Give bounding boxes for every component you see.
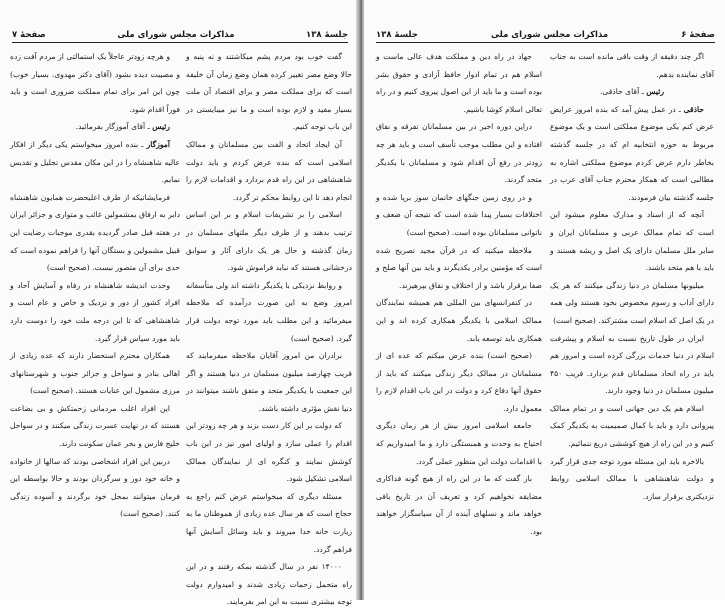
paragraph: برادران من امروز آقایان ملاحظه میفرمایند که قریب چهارصد میلیون مسلمان در دنیا هستند و اگر این جمعیت با یکدیگر متحد و متفق باشند میتوانند در دنیا نقش مؤثری داشته باشند.: [186, 351, 352, 413]
speaker-name: آموزگار: [146, 139, 170, 149]
paragraph: [10, 136, 180, 189]
paragraph: باز گفت که ما در این راه از هیچ گونه فداکاری مضایقه نخواهیم کرد و تعریف آن در تاریخ باقی خواهد ماند و نسلهای آینده از آن سپاسگزار خواهند بود.: [376, 474, 542, 537]
paragraph: [10, 118, 180, 136]
paragraph: و در روی زمین جنگهای خانمان سوز برپا شده و اختلافات بسیار پیدا شده است که نتیجه آن ضعف و ناتوانی مسلمانان بوده است. (صحیح است): [376, 192, 542, 237]
paragraph: اسلامی را بر تشریفات اسلام و بر این اساس ترتیب بدهند و از طرف دیگر ملتهای مسلمان در زمان گذشته و حال هر یک دارای آثار و سوابق درخشانی هستند که نباید فراموش شود.: [186, 210, 352, 273]
header-rule: [12, 42, 348, 43]
paragraph: آنچه که از اسناد و مدارک معلوم میشود این است که تمام ممالک عربی و مسلمانان ایران و سایر ملل مسلمان دارای یک اصل و ریشه هستند و باید با هم متحد باشند.: [550, 210, 714, 273]
speech-text: ـ آقای آموزگار بفرمائید.: [75, 122, 150, 132]
paragraph: اسلام هم یک دین جهانی است و در تمام ممالک پیروانی دارد و باید با کمال صمیمیت به یکدیگر کمک کنیم و در این راه از هیچ کوششی دریغ ننمائیم.: [550, 403, 714, 449]
paragraph: در کنفرانسهای بین المللی هم همیشه نمایندگان ممالک اسلامی با یکدیگر همکاری کرده اند و این همکاری باید توسعه یابد.: [376, 298, 542, 343]
session-number: جلسهٔ ۱۳۸: [376, 30, 418, 40]
speech-text: ـ بنده امروز میخواستم یکی دیگر از افکار عالیه شاهنشاه را در این مکان مقدس تجلیل و تقدیس نمایم.: [10, 139, 180, 185]
paragraph: (صحیح است) بنده عرض میکنم که عده ای از مسلمانان در ممالک دیگر زندگی میکنند که باید از حقوق آنها دفاع کرد و دولت در این باب اقدام لازم را معمول دارد.: [376, 351, 542, 413]
paragraph: مسئله دیگری که میخواستم عرض کنم راجع به حجاج است که هر سال عده زیادی از هموطنان ما به زیارت خانه خدا میروند و باید وسائل آسایش آنها فراهم گردد.: [186, 491, 352, 554]
paragraph: گفت خوب بود مردم پشم میکاشتند و نه پنبه و حالا وضع مصر تغییر کرده همان وضع زمان آن خلیفه است که برای مملکت مصر و برای اقتصاد آن ملت بسیار مفید و لازم بوده است و ما نیز میبایستی در این باب توجه کنیم.: [186, 52, 352, 132]
paragraph: فرمایشاتیکه از طرف اعلیحضرت همایون شاهنشاه داير به ارفاق بمشمولین غائب و متواری و جزائر ایران در هفته قبل صادر گردیده بقدری موجبات رضایت این قبیل مشمولین و بستگان آنها را فراهم نموده است که حدی برای آن متصور نیست. (صحیح است): [10, 192, 180, 273]
text-column-right: [550, 48, 714, 594]
speaker-name: رئیس: [646, 87, 664, 97]
paragraph: جامعه اسلامی امروز بیش از هر زمان دیگری احتیاج به وحدت و همبستگی دارد و ما امیدواریم که با اقدامات دولت این منظور عملی گردد.: [376, 421, 542, 466]
text-column-left: [10, 48, 180, 594]
session-number: جلسهٔ ۱۳۸: [306, 30, 348, 40]
paragraph: وحدت اندیشه شاهنشاه در رفاه و آسایش آحاد و افراد کشور از دور و نزدیک و خاص و عام است و شاهنشاهی که تا این درجه ملت خود را دوست دارد باید مورد سپاس قرار گیرد.: [10, 280, 180, 343]
paragraph: که دولت بر این کار دست بزند و هر چه زودتر این اقدام را عملی سازد و اولیای امور نیز در این باب کوشش نمایند و کنگره ای از نمایندگان ممالک اسلامی تشکیل شود.: [186, 421, 352, 484]
paragraph: اگر چند دقیقه از وقت باقی مانده است به جناب آقای نماینده بدهم.: [550, 52, 714, 79]
paragraph: و روابط نزدیکی با یکدیگر داشته اند ولی متأسفانه امروز وضع به این صورت درآمده که ملاحظه میفرمائید و این مطلب باید مورد توجه دولت قرار گیرد. (صحیح است): [186, 280, 352, 343]
paragraph: آن ایجاد اتحاد و الفت بین مسلمانان و ممالک اسلامی است که بنده عرض کردم و باید دولت شاهنشاهی در این راه قدم بردارد و اقدامات لازم را انجام دهد تا این روابط محکم تر گردد.: [186, 139, 352, 202]
page-number: صفحهٔ ۶: [681, 30, 715, 40]
paragraph: دربین این افراد اشخاصی بودند که سالها از خانواده و خانه خود دور و سرگردان بودند و حالا بواسطه این فرمان میتوانند بمحل خود برگردند و آسوده زندگی کنند. (صحیح است): [10, 456, 180, 519]
text-column-right: [186, 48, 352, 607]
running-title: مذاکرات مجلس شورای ملی: [491, 30, 609, 40]
page-number: صفحهٔ ۷: [12, 30, 46, 40]
page-header: [376, 26, 715, 40]
paragraph: بالاخره باید این مسئله مورد توجه جدی قرار گیرد و دولت شاهنشاهی با ممالک اسلامی روابط نزدیکتری برقرار سازد.: [550, 456, 714, 501]
paragraph: این افراد اغلب مردمانی زحمتکش و بی بضاعت هستند که در نهایت عسرت زندگی میکنند و در سواحل خلیج فارس و بحر عمان سکونت دارند.: [10, 403, 180, 449]
paragraph: همکاران محترم استحضار دارند که عده زیادی از اهالی بنادر و سواحل و جزائر جنوب و شهرستانهای مرزی مشمول این عنایات هستند. (صحیح است): [10, 351, 180, 396]
paragraph: ایران در طول تاریخ نسبت به اسلام و پیشرفت اسلام در دنیا خدمات بزرگی کرده است و امروز هم باید در راه اتحاد مسلمانان قدم بردارد. قریب ۴۵۰ میلیون مسلمان در دنیا وجود دارند.: [550, 333, 714, 396]
paragraph: میلیونها مسلمان در دنیا زندگی میکنند که هر یک دارای آداب و رسوم مخصوص بخود هستند ولی همه در یک اصل که اسلام است مشترکند. (صحیح است): [550, 280, 714, 325]
paragraph: ۱۴۰۰۰ نفر در سال گذشته بمکه رفتند و در این راه متحمل زحمات زیادی شدند و امیدوارم دولت توجه بیشتری نسبت به این امر بفرمایند.: [186, 562, 352, 607]
header-rule: [376, 42, 715, 43]
page-header: [12, 26, 348, 40]
left-page: [0, 0, 358, 607]
paragraph: دراین دوره اخیر در بین مسلمانان تفرقه و نفاق افتاده و این مطلب موجب تأسف است و باید هر چه زودتر در رفع آن اقدام شود و مسلمانان با یکدیگر متحد گردند.: [376, 122, 542, 185]
speaker-name: حاذقی: [683, 104, 704, 114]
running-title: مذاکرات مجلس شورای ملی: [117, 30, 235, 40]
paragraph: جهاد در راه دین و مملکت هدف عالی ماست و اسلام هم در تمام ادوار حافظ آزادی و حقوق بشر بوده است و ما باید از این اصول پیروی کنیم و در راه تعالی اسلام کوشا باشیم.: [376, 52, 542, 114]
paragraph: [550, 101, 714, 207]
speech-text: ـ آقای حاذقی.: [600, 87, 644, 97]
speaker-name: رئیس: [152, 122, 170, 132]
paragraph: و هرچه زودتر عاجلاً یک استمالتی از مردم آفت زده و مصیبت دیده بشود (آقای دکتر مهدوی. بسیار خوب) چون این امر برای تمام مملکت ضروری است و باید فوراً اقدام شود.: [10, 52, 180, 114]
text-column-left: [376, 48, 542, 594]
paragraph: ملاحظه میکنید که در قرآن مجید تصریح شده است که مؤمنین برادر یکدیگرند و باید بین آنها صلح و صفا برقرار باشد و از اختلاف و نفاق بپرهیزند.: [376, 245, 542, 290]
right-page: [364, 0, 725, 600]
speech-text: ـ در عمل پیش آمد که بنده امروز عرایض عرض کنم یکی موضوع مملکتی است و یک موضوع مربوط به حوزه انتخابیه ام که در جلسه گذشته بخاطر دارم عرض کردم موضوع مملکتی اشاره به مطالبی است که همکار محترم جناب آقای عرب در جلسه گذشته بیان فرمودند.: [550, 104, 714, 202]
paragraph: [550, 83, 714, 101]
